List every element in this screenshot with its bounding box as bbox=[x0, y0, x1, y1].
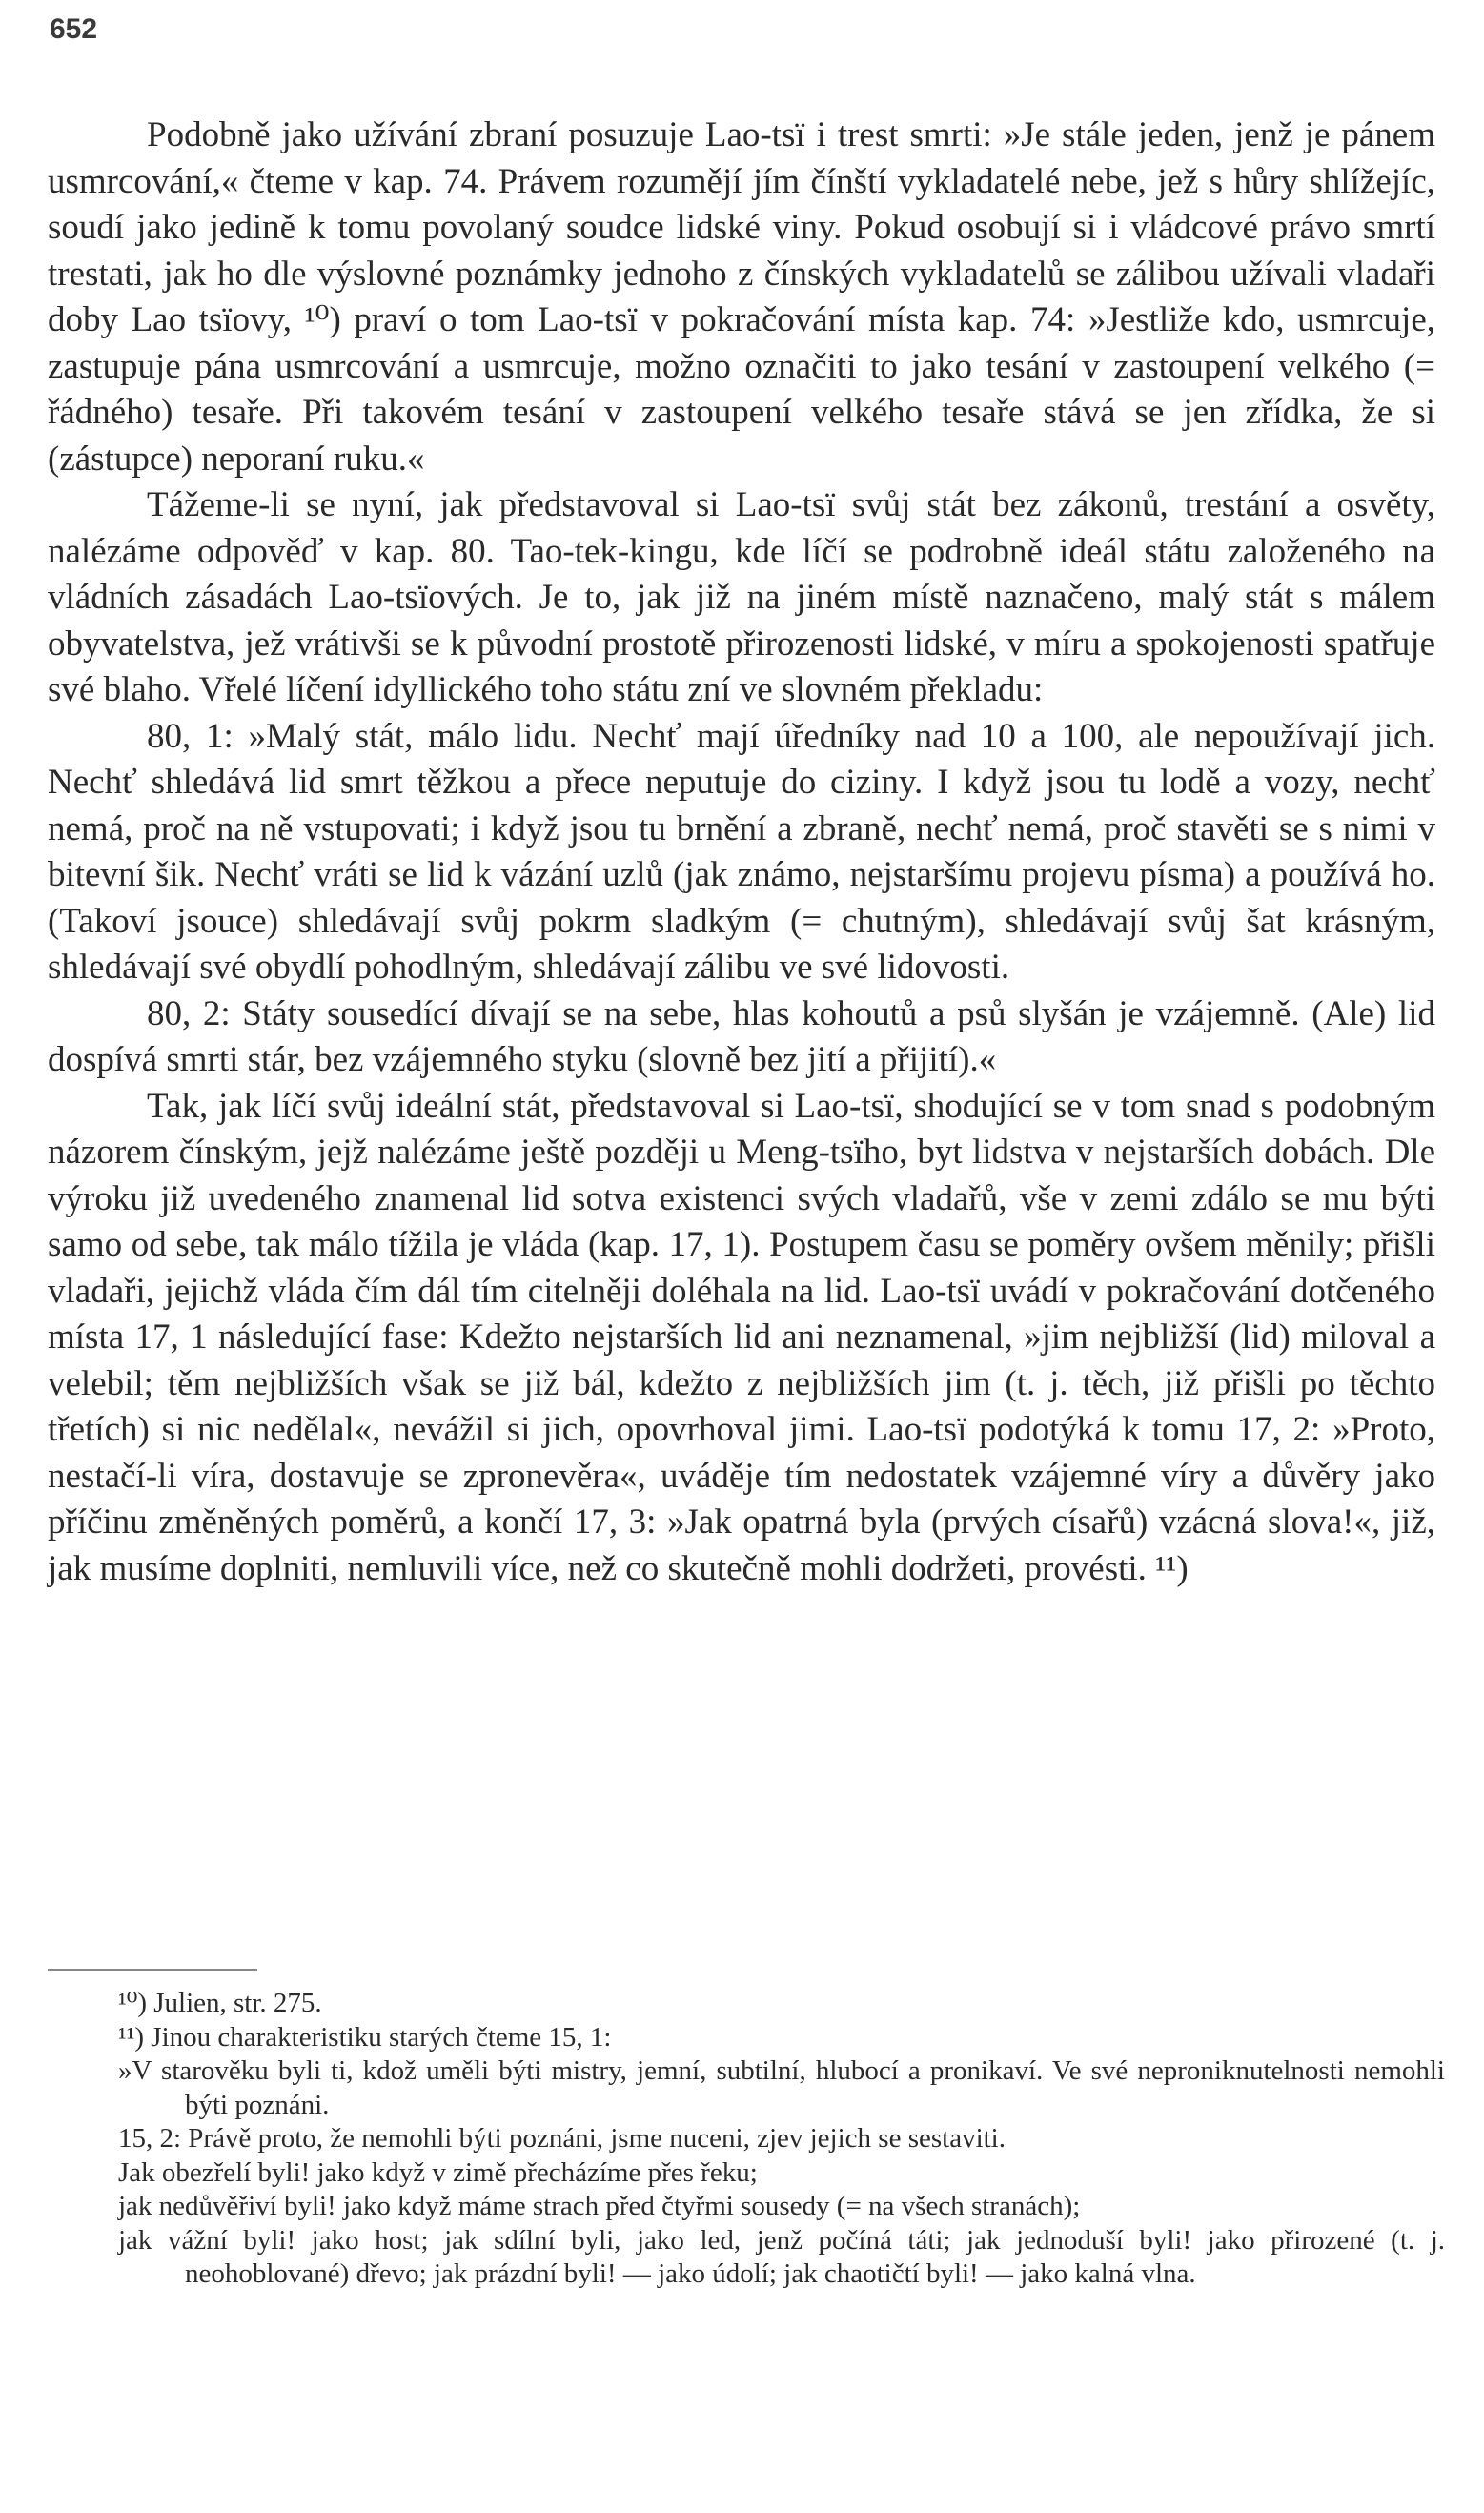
paragraph-death-penalty: Podobně jako užívání zbraní posuzuje Lao-tsï i trest smrti: »Je stále jeden, jenž je pánem usmrcování,« čteme v kap. 74. Právem rozumějí jím čínští vykladatelé nebe, jež s hůry shlížejíc, soudí jako jedině k tomu povolaný soudce lidské viny. Pokud osobují si i vládcové právo smrtí trestati, jak ho dle výslovné poznámky jednoho z čínských vykladatelů se zálibou užívali vladaři doby Lao tsïovy, ¹⁰) praví o tom Lao-tsï v pokračování místa kap. 74: »Jestliže kdo, usmrcuje, zastupuje pána usmrcování a usmrcuje, možno označiti to jako tesání v zastoupení velkého (= řádného) tesaře. Při takovém tesání v zastoupení velkého tesaře stává se jen zřídka, že si (zástupce) neporaní ruku.« bbox=[48, 115, 1435, 479]
paragraph-ideal-state: Tážeme-li se nyní, jak představoval si Lao-tsï svůj stát bez zákonů, trestání a osvěty, nalézáme odpověď v kap. 80. Tao-tek-kingu, kde líčí se podrobně ideál státu založeného na vládních zásadách Lao-tsïových. Je to, jak již na jiném místě naznačeno, malý stát s málem obyvatelstva, jež vrátivši se k původní prostotě přirozenosti lidské, v míru a spokojenosti spatřuje své blaho. Vřelé líčení idyllického toho státu zní ve slovném překladu: bbox=[48, 485, 1435, 709]
footnote-quote-line: jak nedůvěřiví byli! jako když máme strach před čtyřmi sousedy (= na všech stranách); bbox=[118, 2191, 1081, 2221]
footnote-10: ¹⁰) Julien, str. 275. bbox=[118, 1988, 322, 2018]
footnotes bbox=[118, 1987, 1445, 2292]
main-text bbox=[48, 112, 1435, 1592]
paragraph-quote-80-2: 80, 2: Státy sousedící dívají se na sebe, hlas kohoutů a psů slyšán je vzájemně. (Ale) lid dospívá smrti stár, bez vzájemného styku (slovně bez jití a přijití).« bbox=[48, 993, 1435, 1079]
footnote-divider bbox=[48, 1969, 257, 1971]
footnote-quote-line: jak vážní byli! jako host; jak sdílní byli, jako led, jenž počíná táti; jak jednoduší byli! jako přirozené (t. j. neohoblované) dřevo; jak prázdní byli! — jako údolí; jak chaotičtí byli! — jako kalná vlna. bbox=[118, 2224, 1445, 2289]
page-number: 652 bbox=[50, 13, 98, 45]
footnote-quote-line: 15, 2: Právě proto, že nemohli býti poznáni, jsme nuceni, zjev jejich se sestaviti. bbox=[118, 2123, 1006, 2154]
footnote-11: ¹¹) Jinou charakteristiku starých čteme 15, 1: bbox=[118, 2021, 612, 2053]
footnote-quote-line: Jak obezřelí byli! jako když v zimě přecházíme přes řeku; bbox=[118, 2156, 758, 2188]
footnote-quote-line: »V starověku byli ti, kdož uměli býti mistry, jemní, subtilní, hlubocí a pronikaví. Ve své neproniknutelnosti nemohli býti poznáni. bbox=[118, 2055, 1445, 2120]
paragraph-quote-80-1: 80, 1: »Malý stát, málo lidu. Nechť mají úředníky nad 10 a 100, ale nepoužívají jich. Nechť shledává lid smrt těžkou a přece neputuje do ciziny. I když jsou tu lodě a vozy, nechť nemá, proč na ně vstupovati; i když jsou tu brnění a zbraně, nechť nemá, proč stavěti se s nimi v bitevní šik. Nechť vráti se lid k vázání uzlů (jak známo, nejstaršímu projevu písma) a používá ho. (Takoví jsouce) shledávají svůj pokrm sladkým (= chutným), shledávají svůj šat krásným, shledávají své obydlí pohodlným, shledávají zálibu ve své lidovosti. bbox=[48, 716, 1435, 987]
paragraph-rulers: Tak, jak líčí svůj ideální stát, představoval si Lao-tsï, shodující se v tom snad s podobným názorem čínským, jejž nalézáme ještě později u Meng-tsïho, byt lidstva v nejstarších dobách. Dle výroku již uvedeného znamenal lid sotva existenci svých vladařů, vše v zemi zdálo se mu býti samo od sebe, tak málo tížila je vláda (kap. 17, 1). Postupem času se poměry ovšem měnily; přišli vladaři, jejichž vláda čím dál tím citelněji doléhala na lid. Lao-tsï uvádí v pokračování dotčeného místa 17, 1 následující fase: Kdežto nejstarších lid ani neznamenal, »jim nejbližší (lid) miloval a velebil; těm nejbližších však se již bál, kdežto z nejbližších jim (t. j. těch, již přišli po těchto třetích) si nic nedělal«, nevážil si jich, opovrhoval jimi. Lao-tsï podotýká k tomu 17, 2: »Proto, nestačí-li víra, dostavuje se zpronevěra«, uváděje tím nedostatek vzájemné víry a důvěry jako příčinu změněných poměrů, a končí 17, 3: »Jak opatrná byla (prvých císařů) vzácná slova!«, již, jak musíme doplniti, nemluvili více, než co skutečně mohli dodržeti, provésti. ¹¹) bbox=[48, 1086, 1435, 1588]
